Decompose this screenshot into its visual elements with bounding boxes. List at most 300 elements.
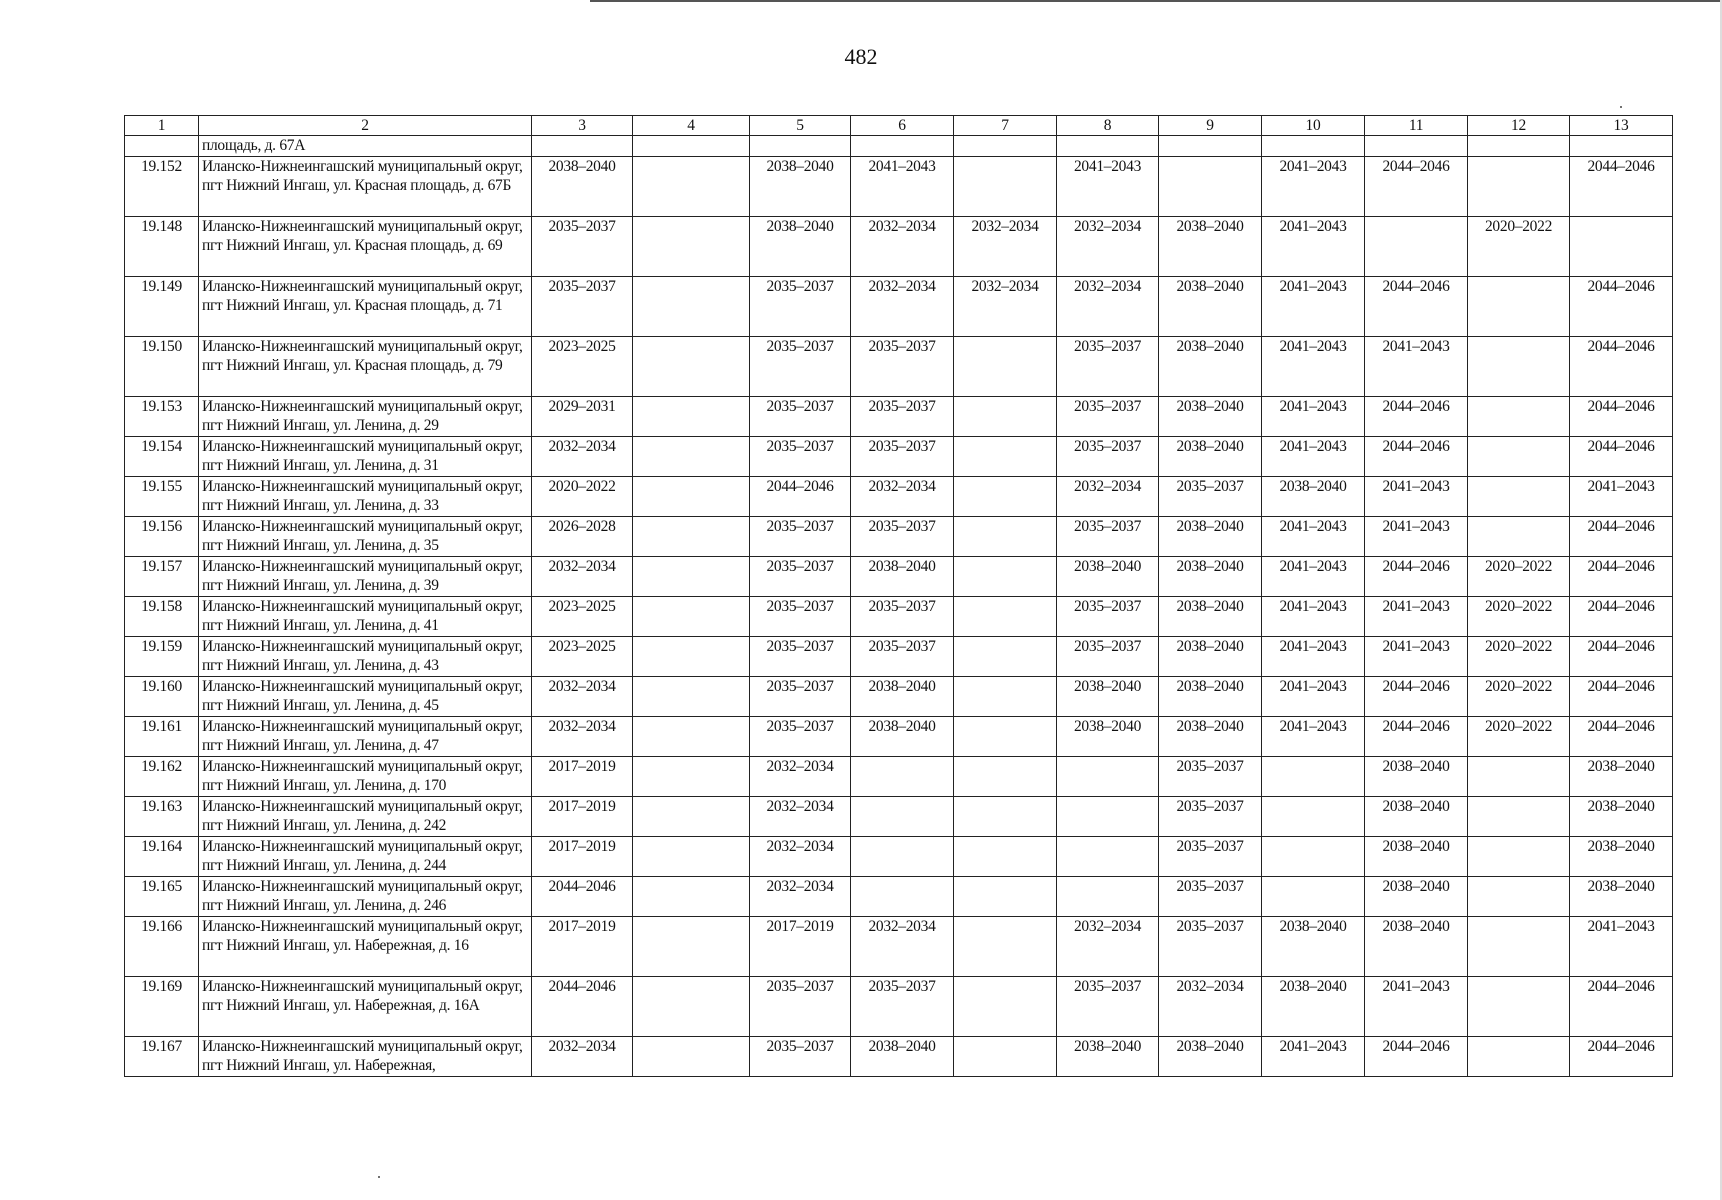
column-header: 3 [532,116,633,136]
column-header: 6 [851,116,954,136]
period-cell [1262,757,1365,797]
period-cell [954,717,1057,757]
period-cell [954,677,1057,717]
period-cell: 2032–2034 [1057,917,1159,977]
period-cell [1468,757,1570,797]
table-cell [1057,136,1159,157]
period-cell: 2035–2037 [1057,597,1159,637]
period-cell: 2044–2046 [1570,517,1673,557]
period-cell: 2041–2043 [1262,557,1365,597]
period-cell: 2044–2046 [1570,977,1673,1037]
period-cell: 2041–2043 [1262,157,1365,217]
period-cell: 2044–2046 [1365,557,1468,597]
period-cell: 2044–2046 [1365,677,1468,717]
period-cell: 2032–2034 [532,677,633,717]
period-cell [954,837,1057,877]
period-cell: 2038–2040 [1365,757,1468,797]
period-cell: 2032–2034 [851,217,954,277]
column-header: 9 [1159,116,1262,136]
period-cell: 2035–2037 [750,1037,851,1077]
period-cell: 2038–2040 [851,677,954,717]
period-cell: 2035–2037 [851,517,954,557]
table-row [125,397,1673,437]
period-cell [633,337,750,397]
period-cell: 2032–2034 [532,717,633,757]
period-cell: 2044–2046 [1365,157,1468,217]
period-cell [633,157,750,217]
table-header [125,116,1673,136]
column-header: 4 [633,116,750,136]
period-cell: 2038–2040 [1365,877,1468,917]
table-row [125,797,1673,837]
period-cell: 2035–2037 [750,557,851,597]
period-cell [1468,337,1570,397]
period-cell [954,477,1057,517]
period-cell [954,157,1057,217]
period-cell: 2038–2040 [1159,1037,1262,1077]
address-cell: Иланско-Нижнеингашский муниципальный округ, пгт Нижний Ингаш, ул. Набережная, [199,1037,532,1077]
table-cell [1570,136,1673,157]
period-cell: 2032–2034 [750,837,851,877]
table-body [125,136,1673,1077]
period-cell: 2032–2034 [851,277,954,337]
period-cell [633,677,750,717]
period-cell [851,837,954,877]
table-row [125,757,1673,797]
period-cell [954,797,1057,837]
address-cell: Иланско-Нижнеингашский муниципальный округ, пгт Нижний Ингаш, ул. Ленина, д. 35 [199,517,532,557]
period-cell [633,917,750,977]
table-row [125,477,1673,517]
period-cell: 2044–2046 [1365,1037,1468,1077]
address-cell: Иланско-Нижнеингашский муниципальный округ, пгт Нижний Ингаш, ул. Красная площадь, д. 67Б [199,157,532,217]
period-cell: 2038–2040 [1057,1037,1159,1077]
table-row [125,1037,1673,1077]
period-cell: 2035–2037 [750,437,851,477]
address-cell: Иланско-Нижнеингашский муниципальный округ, пгт Нижний Ингаш, ул. Ленина, д. 41 [199,597,532,637]
period-cell: 2023–2025 [532,597,633,637]
period-cell: 2035–2037 [750,677,851,717]
period-cell: 2032–2034 [954,217,1057,277]
table-cell [1468,136,1570,157]
period-cell: 2023–2025 [532,637,633,677]
period-cell [1570,217,1673,277]
period-cell: 2038–2040 [1570,877,1673,917]
period-cell [1468,917,1570,977]
column-header: 2 [199,116,532,136]
address-cell: Иланско-Нижнеингашский муниципальный округ, пгт Нижний Ингаш, ул. Ленина, д. 45 [199,677,532,717]
period-cell [1468,877,1570,917]
period-cell: 2044–2046 [1570,277,1673,337]
table-row [125,277,1673,337]
table-cell [750,136,851,157]
period-cell: 2041–2043 [1365,517,1468,557]
period-cell: 2020–2022 [1468,217,1570,277]
period-cell [954,637,1057,677]
period-cell: 2035–2037 [1057,397,1159,437]
period-cell [1468,1037,1570,1077]
period-cell [633,277,750,337]
period-cell: 2044–2046 [1570,557,1673,597]
period-cell: 2041–2043 [1262,517,1365,557]
period-cell: 2038–2040 [1365,797,1468,837]
column-header: 1 [125,116,199,136]
period-cell [1468,477,1570,517]
period-cell: 2035–2037 [1159,837,1262,877]
period-cell [633,717,750,757]
period-cell: 2038–2040 [750,157,851,217]
period-cell: 2041–2043 [1057,157,1159,217]
period-cell: 2035–2037 [750,977,851,1037]
period-cell: 2041–2043 [1262,277,1365,337]
period-cell: 2041–2043 [851,157,954,217]
period-cell: 2041–2043 [1262,637,1365,677]
period-cell [954,517,1057,557]
period-cell [1262,837,1365,877]
period-cell: 2032–2034 [1159,977,1262,1037]
period-cell: 2038–2040 [1262,917,1365,977]
period-cell: 2032–2034 [750,757,851,797]
row-number-cell: 19.160 [125,677,199,717]
period-cell: 2041–2043 [1262,717,1365,757]
period-cell: 2020–2022 [1468,637,1570,677]
period-cell: 2038–2040 [1159,557,1262,597]
period-cell [633,397,750,437]
period-cell [1468,397,1570,437]
header-row [125,116,1673,136]
row-number-cell: 19.161 [125,717,199,757]
period-cell: 2035–2037 [1057,517,1159,557]
period-cell: 2041–2043 [1570,477,1673,517]
period-cell [633,477,750,517]
address-cell: Иланско-Нижнеингашский муниципальный округ, пгт Нижний Ингаш, ул. Ленина, д. 244 [199,837,532,877]
period-cell: 2038–2040 [1159,517,1262,557]
table-row [125,517,1673,557]
table-row [125,917,1673,977]
address-cell: Иланско-Нижнеингашский муниципальный округ, пгт Нижний Ингаш, ул. Ленина, д. 29 [199,397,532,437]
period-cell: 2038–2040 [1159,277,1262,337]
period-cell: 2032–2034 [954,277,1057,337]
period-cell: 2032–2034 [1057,217,1159,277]
period-cell: 2044–2046 [532,977,633,1037]
row-number-cell: 19.162 [125,757,199,797]
period-cell [1057,877,1159,917]
period-cell: 2029–2031 [532,397,633,437]
period-cell: 2038–2040 [1159,717,1262,757]
period-cell: 2035–2037 [1159,797,1262,837]
period-cell: 2032–2034 [532,1037,633,1077]
period-cell: 2038–2040 [1057,677,1159,717]
schedule-table [124,115,1673,1077]
row-number-cell: 19.156 [125,517,199,557]
period-cell: 2044–2046 [1570,717,1673,757]
period-cell: 2035–2037 [1057,437,1159,477]
address-cell: Иланско-Нижнеингашский муниципальный округ, пгт Нижний Ингаш, ул. Красная площадь, д. 71 [199,277,532,337]
table-cell [633,136,750,157]
period-cell [1262,797,1365,837]
period-cell: 2035–2037 [851,437,954,477]
period-cell: 2044–2046 [532,877,633,917]
period-cell [1159,157,1262,217]
period-cell: 2038–2040 [1365,917,1468,977]
period-cell: 2020–2022 [1468,597,1570,637]
column-header: 11 [1365,116,1468,136]
table-cell [1365,136,1468,157]
period-cell: 2020–2022 [1468,557,1570,597]
row-number-cell: 19.157 [125,557,199,597]
period-cell: 2032–2034 [532,557,633,597]
period-cell: 2020–2022 [1468,677,1570,717]
period-cell: 2035–2037 [1159,757,1262,797]
period-cell [851,797,954,837]
period-cell: 2041–2043 [1365,637,1468,677]
period-cell: 2044–2046 [1365,437,1468,477]
period-cell: 2035–2037 [1057,637,1159,677]
period-cell: 2035–2037 [1159,877,1262,917]
period-cell: 2041–2043 [1262,597,1365,637]
period-cell [954,917,1057,977]
period-cell: 2032–2034 [750,797,851,837]
period-cell: 2035–2037 [1159,477,1262,517]
row-number-cell: 19.158 [125,597,199,637]
period-cell: 2041–2043 [1262,677,1365,717]
period-cell: 2038–2040 [1159,677,1262,717]
address-cell: Иланско-Нижнеингашский муниципальный округ, пгт Нижний Ингаш, ул. Набережная, д. 16 [199,917,532,977]
address-cell: Иланско-Нижнеингашский муниципальный округ, пгт Нижний Ингаш, ул. Ленина, д. 33 [199,477,532,517]
period-cell [851,877,954,917]
table-row [125,157,1673,217]
table-cell [125,136,199,157]
address-cell: Иланско-Нижнеингашский муниципальный округ, пгт Нижний Ингаш, ул. Набережная, д. 16А [199,977,532,1037]
period-cell [954,557,1057,597]
table-row [125,597,1673,637]
period-cell: 2044–2046 [1570,677,1673,717]
period-cell: 2041–2043 [1365,337,1468,397]
period-cell: 2035–2037 [1159,917,1262,977]
period-cell [633,217,750,277]
table-cell [1262,136,1365,157]
period-cell: 2044–2046 [1570,437,1673,477]
period-cell: 2035–2037 [750,637,851,677]
table-cell [532,136,633,157]
period-cell: 2041–2043 [1262,437,1365,477]
period-cell: 2038–2040 [1570,757,1673,797]
period-cell [954,597,1057,637]
period-cell: 2038–2040 [1570,797,1673,837]
period-cell [633,437,750,477]
period-cell [633,877,750,917]
period-cell: 2035–2037 [750,397,851,437]
address-cell: Иланско-Нижнеингашский муниципальный округ, пгт Нижний Ингаш, ул. Ленина, д. 47 [199,717,532,757]
table-row [125,977,1673,1037]
column-header: 12 [1468,116,1570,136]
period-cell: 2035–2037 [750,277,851,337]
row-number-cell: 19.165 [125,877,199,917]
address-cell: Иланско-Нижнеингашский муниципальный округ, пгт Нижний Ингаш, ул. Ленина, д. 170 [199,757,532,797]
row-number-cell: 19.152 [125,157,199,217]
period-cell: 2032–2034 [532,437,633,477]
table-row [125,677,1673,717]
page-number: 482 [844,44,878,69]
period-cell [1468,517,1570,557]
period-cell [1468,157,1570,217]
period-cell: 2041–2043 [1262,1037,1365,1077]
period-cell [633,637,750,677]
period-cell: 2044–2046 [1570,597,1673,637]
row-number-cell: 19.164 [125,837,199,877]
address-cell: Иланско-Нижнеингашский муниципальный округ, пгт Нижний Ингаш, ул. Ленина, д. 246 [199,877,532,917]
table-row [125,557,1673,597]
column-header: 10 [1262,116,1365,136]
period-cell: 2044–2046 [1570,157,1673,217]
row-number-cell: 19.166 [125,917,199,977]
table-row [125,337,1673,397]
period-cell: 2032–2034 [1057,277,1159,337]
period-cell [1262,877,1365,917]
period-cell [633,797,750,837]
period-cell: 2038–2040 [851,557,954,597]
period-cell [1365,217,1468,277]
period-cell: 2038–2040 [851,717,954,757]
row-number-cell: 19.159 [125,637,199,677]
period-cell [954,977,1057,1037]
period-cell [633,837,750,877]
row-number-cell: 19.148 [125,217,199,277]
period-cell: 2038–2040 [532,157,633,217]
table-row [125,717,1673,757]
period-cell: 2017–2019 [532,917,633,977]
row-number-cell: 19.169 [125,977,199,1037]
period-cell: 2044–2046 [1365,397,1468,437]
period-cell: 2038–2040 [1262,477,1365,517]
table-row [125,217,1673,277]
period-cell: 2041–2043 [1365,977,1468,1037]
period-cell [1057,837,1159,877]
period-cell [1468,797,1570,837]
period-cell: 2035–2037 [1057,337,1159,397]
period-cell [1468,437,1570,477]
period-cell: 2020–2022 [1468,717,1570,757]
period-cell: 2032–2034 [1057,477,1159,517]
address-cell: площадь, д. 67А [199,136,532,157]
period-cell [954,1037,1057,1077]
period-cell: 2038–2040 [1159,337,1262,397]
period-cell: 2041–2043 [1262,337,1365,397]
period-cell: 2044–2046 [1570,337,1673,397]
address-cell: Иланско-Нижнеингашский муниципальный округ, пгт Нижний Ингаш, ул. Ленина, д. 43 [199,637,532,677]
period-cell: 2044–2046 [1365,277,1468,337]
column-header: 13 [1570,116,1673,136]
period-cell [1468,977,1570,1037]
period-cell: 2035–2037 [1057,977,1159,1037]
period-cell: 2038–2040 [1057,717,1159,757]
period-cell: 2032–2034 [750,877,851,917]
period-cell [1468,837,1570,877]
address-cell: Иланско-Нижнеингашский муниципальный округ, пгт Нижний Ингаш, ул. Красная площадь, д. 69 [199,217,532,277]
period-cell: 2038–2040 [1365,837,1468,877]
address-cell: Иланско-Нижнеингашский муниципальный округ, пгт Нижний Ингаш, ул. Ленина, д. 242 [199,797,532,837]
period-cell: 2017–2019 [532,837,633,877]
row-number-cell: 19.155 [125,477,199,517]
period-cell [954,337,1057,397]
period-cell [1468,277,1570,337]
period-cell: 2035–2037 [750,717,851,757]
period-cell [954,757,1057,797]
period-cell [633,1037,750,1077]
table-row [125,437,1673,477]
period-cell [633,557,750,597]
continuation-row [125,136,1673,157]
address-cell: Иланско-Нижнеингашский муниципальный округ, пгт Нижний Ингаш, ул. Ленина, д. 31 [199,437,532,477]
period-cell [954,437,1057,477]
period-cell: 2035–2037 [851,977,954,1037]
period-cell: 2035–2037 [851,597,954,637]
period-cell: 2038–2040 [1159,637,1262,677]
period-cell: 2038–2040 [1159,397,1262,437]
period-cell: 2035–2037 [532,217,633,277]
period-cell: 2038–2040 [1159,217,1262,277]
table-row [125,637,1673,677]
period-cell [633,757,750,797]
period-cell: 2038–2040 [1570,837,1673,877]
row-number-cell: 19.154 [125,437,199,477]
period-cell: 2038–2040 [1159,597,1262,637]
period-cell: 2035–2037 [750,597,851,637]
period-cell [633,517,750,557]
period-cell: 2032–2034 [851,917,954,977]
period-cell [851,757,954,797]
period-cell: 2035–2037 [532,277,633,337]
period-cell: 2044–2046 [1570,1037,1673,1077]
period-cell: 2044–2046 [1365,717,1468,757]
top-scan-rule [590,0,1720,2]
period-cell: 2038–2040 [1262,977,1365,1037]
period-cell: 2035–2037 [851,397,954,437]
period-cell: 2035–2037 [750,337,851,397]
period-cell: 2017–2019 [750,917,851,977]
table-row [125,877,1673,917]
period-cell: 2041–2043 [1262,217,1365,277]
table-cell [954,136,1057,157]
column-header: 8 [1057,116,1159,136]
table-cell [851,136,954,157]
scan-speck [1620,106,1622,108]
period-cell: 2023–2025 [532,337,633,397]
period-cell: 2038–2040 [1057,557,1159,597]
column-header: 7 [954,116,1057,136]
row-number-cell: 19.150 [125,337,199,397]
period-cell: 2020–2022 [532,477,633,517]
address-cell: Иланско-Нижнеингашский муниципальный округ, пгт Нижний Ингаш, ул. Ленина, д. 39 [199,557,532,597]
row-number-cell: 19.167 [125,1037,199,1077]
period-cell: 2041–2043 [1365,597,1468,637]
period-cell [954,877,1057,917]
period-cell: 2035–2037 [750,517,851,557]
table-row [125,837,1673,877]
period-cell: 2038–2040 [750,217,851,277]
table-cell [1159,136,1262,157]
period-cell: 2017–2019 [532,757,633,797]
period-cell [954,397,1057,437]
address-cell: Иланско-Нижнеингашский муниципальный округ, пгт Нижний Ингаш, ул. Красная площадь, д. 79 [199,337,532,397]
period-cell: 2041–2043 [1570,917,1673,977]
row-number-cell: 19.153 [125,397,199,437]
period-cell: 2035–2037 [851,637,954,677]
period-cell: 2044–2046 [750,477,851,517]
scan-speck [378,1176,380,1178]
period-cell [633,977,750,1037]
column-header: 5 [750,116,851,136]
